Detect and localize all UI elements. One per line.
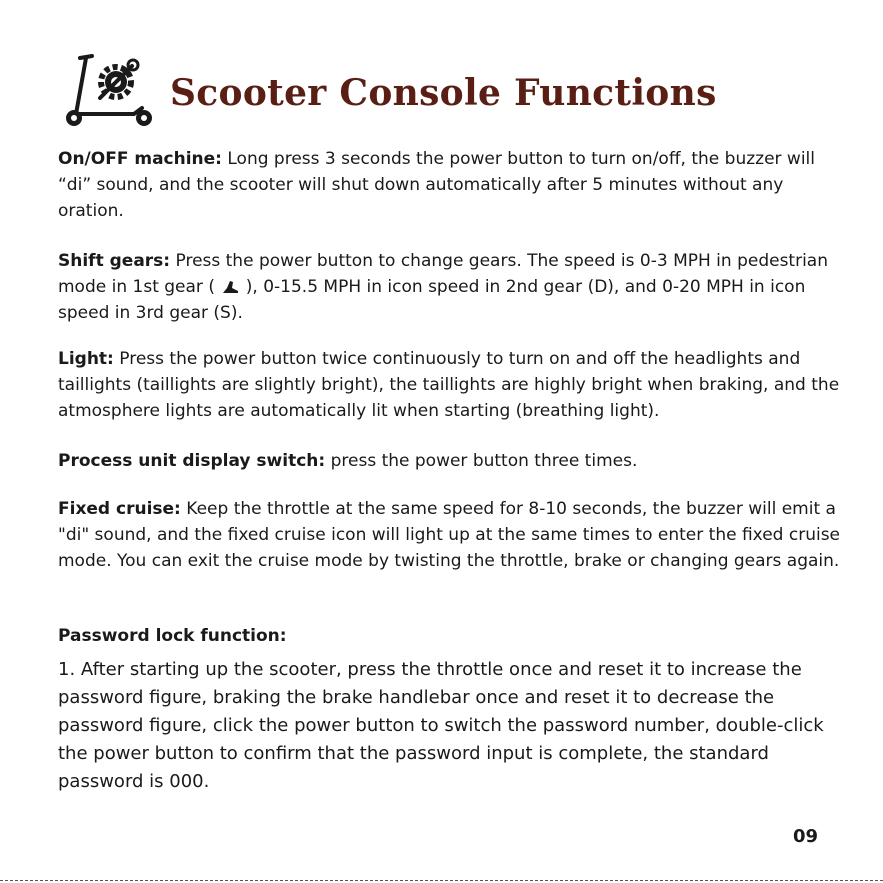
shift-text-b: ), 0-15.5 MPH in icon speed in 2nd gear (D), and 0-20 MPH in icon speed in 3rd gear (S). <box>58 277 806 323</box>
light-text: Press the power button twice continuously to turn on and off the headlights and taillights (taillights are slightly bright), the taillights are highly bright when braking, and the atmosphere lights are automatically lit when starting (breathing light). <box>58 349 840 421</box>
page-header <box>56 52 717 130</box>
password-lock-label: Password lock function: <box>58 626 287 646</box>
display-switch-label: Process unit display switch: <box>58 451 326 471</box>
page-number: 09 <box>792 826 818 847</box>
section-fixed-cruise <box>58 496 848 574</box>
shift-text-a: Press the power button to change gears. The speed is 0-3 MPH in pedestrian mode in 1st gear ( <box>58 251 828 297</box>
section-shift-gears <box>58 248 848 326</box>
display-switch-text: press the power button three times. <box>325 451 638 471</box>
fixed-cruise-text: Keep the throttle at the same speed for 8-10 seconds, the buzzer will emit a "di" sound, and the fixed cruise icon will light up at the same times to enter the fixed cruise mode. You can exit the cruise mode by twisting the throttle, brake or changing gears again. <box>58 499 841 571</box>
fixed-cruise-label: Fixed cruise: <box>58 499 181 519</box>
bottom-divider <box>0 880 883 881</box>
light-label: Light: <box>58 349 114 369</box>
password-lock-text: 1. After starting up the scooter, press the throttle once and reset it to increase the password figure, braking the brake handlebar once and reset it to decrease the password figure, click the power button to switch the password number, double-click the power button to confirm that the password input is complete, the standard password is 000. <box>58 659 824 792</box>
section-on-off <box>58 146 848 224</box>
scooter-gear-icon <box>56 52 156 130</box>
page-title: Scooter Console Functions <box>170 72 717 114</box>
on-off-text: Long press 3 seconds the power button to turn on/off, the buzzer will “di” sound, and the scooter will shut down automatically after 5 minutes without any oration. <box>58 149 815 221</box>
pedestrian-icon <box>220 279 240 295</box>
section-display-switch <box>58 448 848 474</box>
shift-gears-label: Shift gears: <box>58 251 171 271</box>
section-light <box>58 346 848 424</box>
on-off-label: On/OFF machine: <box>58 149 222 169</box>
